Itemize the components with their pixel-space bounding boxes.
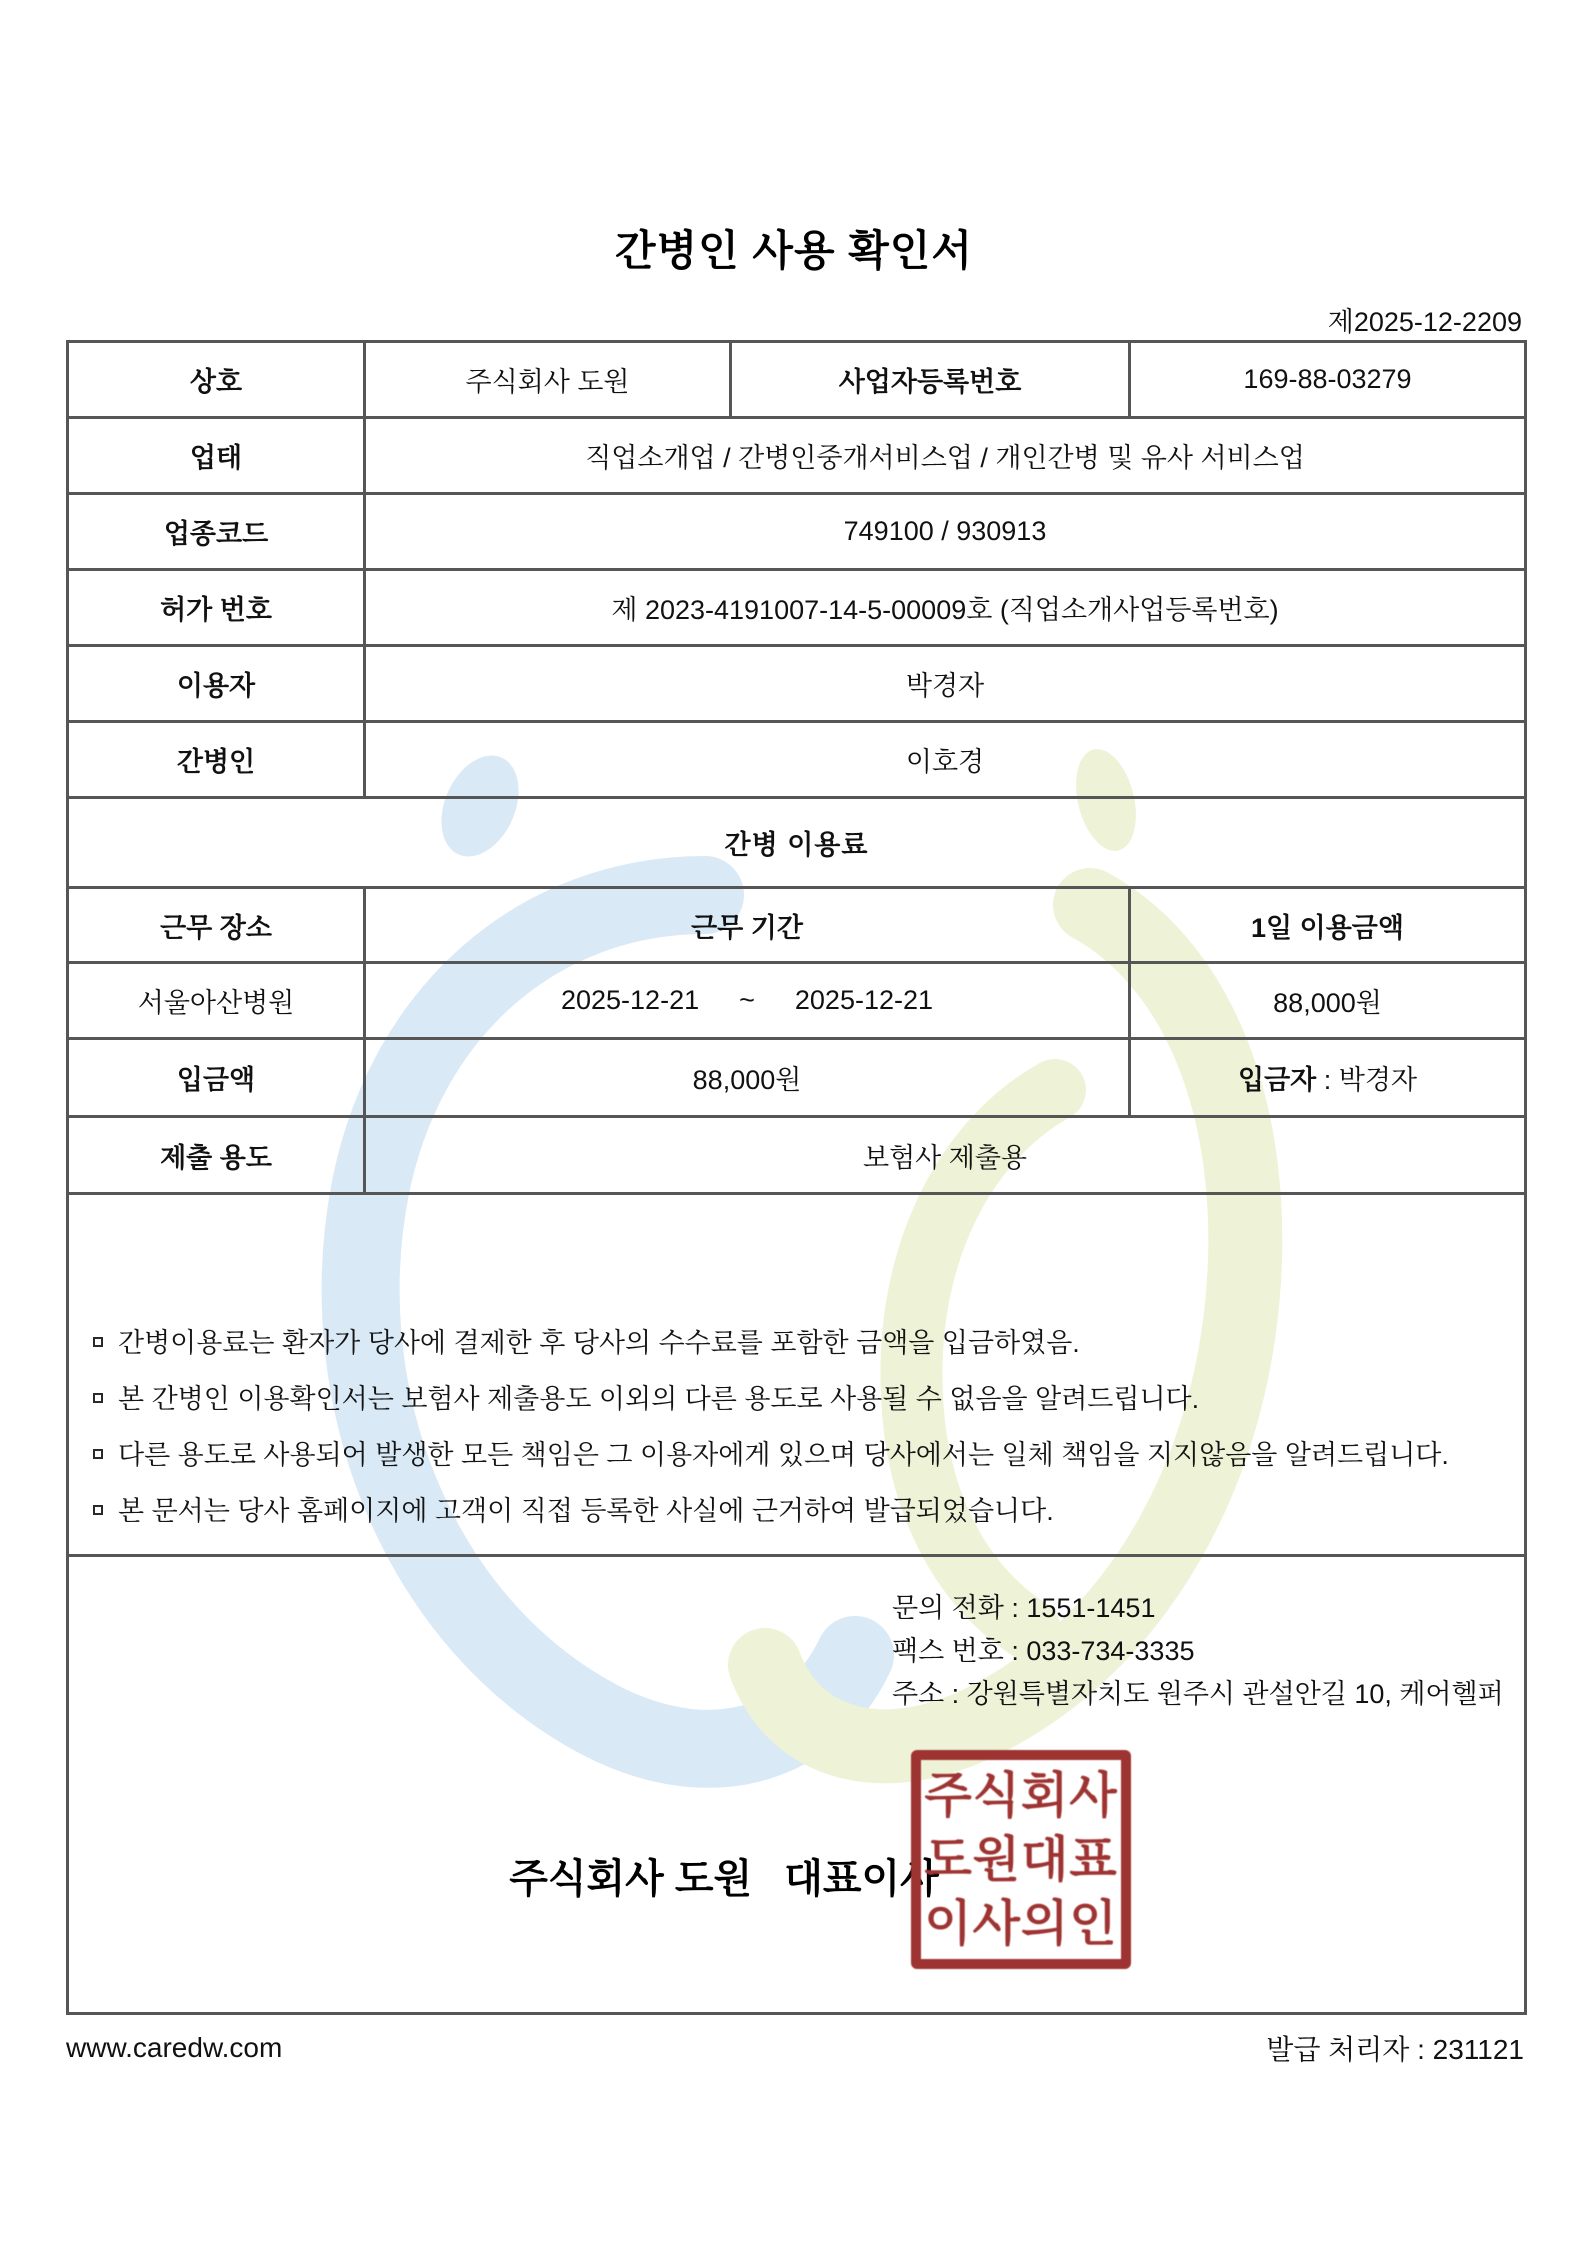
- permit-number-label: 허가 번호: [68, 570, 365, 646]
- list-item: [93, 1321, 1504, 1360]
- deposit-amount-label: 입금액: [68, 1039, 365, 1117]
- purpose-value: 보험사 제출용: [365, 1117, 1526, 1194]
- caregiver-value: 이호경: [365, 722, 1526, 798]
- business-code-value: 749100 / 930913: [365, 494, 1526, 570]
- business-type-label: 업태: [68, 418, 365, 494]
- list-item: [93, 1433, 1504, 1472]
- work-place-value: 서울아산병원: [68, 963, 365, 1039]
- contact-address: 주소 : 강원특별자치도 원주시 관설안길 10, 케어헬퍼: [892, 1679, 1504, 1709]
- signature-ceo: 대표이사: [784, 1857, 939, 1901]
- list-item: [93, 1377, 1504, 1416]
- footer-issuer: 발급 처리자 : 231121: [1266, 2034, 1524, 2065]
- user-label: 이용자: [68, 646, 365, 722]
- seal-line: 주식회사: [924, 1768, 1118, 1823]
- period-start: 2025-12-21: [560, 985, 700, 1015]
- list-item: [93, 1489, 1504, 1528]
- company-name-value: 주식회사 도원: [365, 342, 731, 418]
- depositor-cell: [1130, 1039, 1526, 1117]
- row-business-code: [68, 494, 1526, 570]
- row-company-name: [68, 342, 1526, 418]
- row-fee-section-title: [68, 798, 1526, 888]
- footer-website: www.caredw.com: [66, 2032, 283, 2063]
- biz-reg-number-label: 사업자등록번호: [731, 342, 1130, 418]
- work-period-header: 근무 기간: [365, 888, 1130, 963]
- seal-line: 도원대표: [924, 1832, 1118, 1887]
- biz-reg-number-value: 169-88-03279: [1130, 342, 1526, 418]
- user-value: 박경자: [365, 646, 1526, 722]
- row-notes: [68, 1194, 1526, 1556]
- work-place-header: 근무 장소: [68, 888, 365, 963]
- daily-fee-header: 1일 이용금액: [1130, 888, 1526, 963]
- document-number: 제2025-12-2209: [1327, 307, 1522, 337]
- corporate-seal: [911, 1750, 1131, 1969]
- note-text: 본 문서는 당사 홈페이지에 고객이 직접 등록한 사실에 근거하여 발급되었습니다.: [118, 1496, 1054, 1526]
- row-purpose: [68, 1117, 1526, 1194]
- permit-number-value: 제 2023-4191007-14-5-00009호 (직업소개사업등록번호): [365, 570, 1526, 646]
- period-end: 2025-12-21: [794, 985, 934, 1015]
- row-permit-number: [68, 570, 1526, 646]
- row-fee-values: [68, 963, 1526, 1039]
- row-signature-area: [68, 1556, 1526, 2014]
- notes-list: [69, 1221, 1524, 1528]
- row-user: [68, 646, 1526, 722]
- square-bullet-icon: [93, 1505, 103, 1515]
- row-fee-headers: [68, 888, 1526, 963]
- caregiver-label: 간병인: [68, 722, 365, 798]
- row-deposit: [68, 1039, 1526, 1117]
- note-text: 다른 용도로 사용되어 발생한 모든 책임은 그 이용자에게 있으며 당사에서는 일체 책임을 지지않음을 알려드립니다.: [118, 1440, 1449, 1470]
- square-bullet-icon: [93, 1337, 103, 1347]
- certificate-table: [66, 340, 1527, 2015]
- note-text: 간병이용료는 환자가 당사에 결제한 후 당사의 수수료를 포함한 금액을 입금하였음.: [118, 1328, 1080, 1358]
- depositor-value: : 박경자: [1316, 1065, 1417, 1095]
- seal-line: 이사의인: [924, 1896, 1118, 1951]
- period-tilde: ~: [739, 985, 755, 1015]
- purpose-label: 제출 용도: [68, 1117, 365, 1194]
- signature-company: 주식회사 도원: [509, 1857, 753, 1901]
- company-name-label: 상호: [68, 342, 365, 418]
- notes-cell: [68, 1194, 1526, 1556]
- row-business-type: [68, 418, 1526, 494]
- contact-block: [892, 1587, 1504, 1716]
- deposit-amount-value: 88,000원: [365, 1039, 1130, 1117]
- depositor-label: 입금자: [1237, 1065, 1317, 1095]
- business-code-label: 업종코드: [68, 494, 365, 570]
- contact-fax: 팩스 번호 : 033-734-3335: [892, 1636, 1195, 1666]
- contact-phone: 문의 전화 : 1551-1451: [892, 1593, 1156, 1623]
- business-type-value: 직업소개업 / 간병인중개서비스업 / 개인간병 및 유사 서비스업: [365, 418, 1526, 494]
- fee-section-title: 간병 이용료: [68, 798, 1526, 888]
- page-footer: [66, 2028, 1524, 2068]
- daily-fee-value: 88,000원: [1130, 963, 1526, 1039]
- row-caregiver: [68, 722, 1526, 798]
- note-text: 본 간병인 이용확인서는 보험사 제출용도 이외의 다른 용도로 사용될 수 없음을 알려드립니다.: [118, 1384, 1200, 1414]
- square-bullet-icon: [93, 1393, 103, 1403]
- work-period-value: [365, 963, 1130, 1039]
- page-title: 간병인 사용 확인서: [615, 227, 973, 274]
- square-bullet-icon: [93, 1449, 103, 1459]
- signature-area-cell: [68, 1556, 1526, 2014]
